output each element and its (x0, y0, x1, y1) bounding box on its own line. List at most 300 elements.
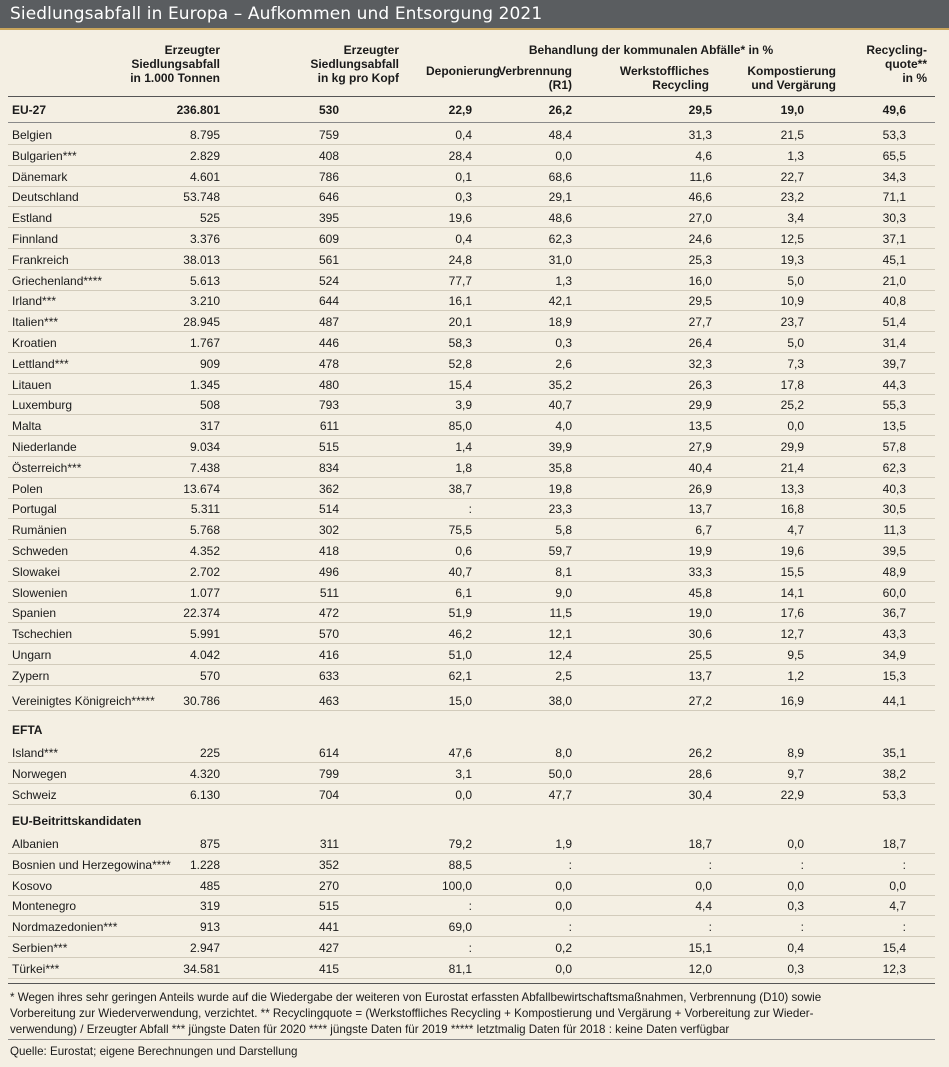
row-country: Ungarn (12, 648, 52, 662)
row-value: 17,6 (780, 606, 804, 620)
table-row (0, 458, 949, 478)
row-value: 511 (319, 586, 339, 600)
row-value: 446 (318, 336, 339, 350)
row-value: 799 (318, 767, 339, 781)
row-value: 31,0 (548, 253, 572, 267)
table-row-total (0, 100, 949, 120)
row-value: 40,8 (882, 294, 906, 308)
row-value: 19,3 (780, 253, 804, 267)
row-value: 4.042 (189, 648, 220, 662)
row-value: 319 (199, 899, 220, 913)
row-value: 30.786 (183, 694, 220, 708)
title-bar (0, 0, 949, 30)
row-value: 35,1 (882, 746, 906, 760)
row-value: 12,7 (780, 627, 804, 641)
row-value: 0,4 (455, 232, 472, 246)
row-value: 15,0 (448, 694, 472, 708)
header-recycling-rate: Recycling- quote** in % (866, 43, 927, 85)
row-value: 21,0 (882, 274, 906, 288)
row-value: 30,3 (882, 211, 906, 225)
table-row (0, 208, 949, 228)
row-value: 81,1 (448, 962, 472, 976)
row-value: 25,2 (780, 398, 804, 412)
row-country: Nordmazedonien*** (12, 920, 118, 934)
table-row (0, 764, 949, 784)
header-generated-tonnes: Erzeugter Siedlungsabfall in 1.000 Tonnen (130, 43, 220, 85)
row-value: 418 (318, 544, 339, 558)
row-value: 88,5 (448, 858, 472, 872)
row-value: 16,1 (448, 294, 472, 308)
page-title: Siedlungsabfall in Europa – Aufkommen und Entsorgung 2021 (10, 4, 543, 24)
table-row (0, 499, 949, 519)
row-value: 23,2 (780, 190, 804, 204)
row-value: 40,4 (688, 461, 712, 475)
row-value: 18,9 (548, 315, 572, 329)
row-value: 2.829 (189, 149, 220, 163)
row-value: 463 (318, 694, 339, 708)
group-header: Behandlung der kommunalen Abfälle* in % (528, 43, 774, 57)
table-row (0, 375, 949, 395)
table-row (0, 785, 949, 805)
row-country: Finnland (12, 232, 59, 246)
row-value: 69,0 (448, 920, 472, 934)
row-value: 53.748 (183, 190, 220, 204)
row-value: 0,0 (695, 879, 712, 893)
row-value: 225 (199, 746, 220, 760)
row-value: 1.767 (189, 336, 220, 350)
row-value: 3.376 (189, 232, 220, 246)
row-value: 302 (318, 523, 339, 537)
row-value: 15,1 (688, 941, 712, 955)
row-country: Serbien*** (12, 941, 68, 955)
header-composting: Kompostierung und Vergärung (747, 64, 836, 92)
row-value: 0,0 (555, 962, 572, 976)
row-value: 0,1 (455, 170, 472, 184)
row-value: 29,5 (688, 103, 712, 117)
row-country: Polen (12, 482, 43, 496)
source-note: Quelle: Eurostat; eigene Berechnungen und Darstellung (10, 1045, 298, 1058)
row-value: 8,9 (787, 746, 804, 760)
row-value: 34,9 (882, 648, 906, 662)
row-value: 9,0 (555, 586, 572, 600)
row-value: 39,7 (882, 357, 906, 371)
row-country: Kosovo (12, 879, 53, 893)
row-country: Griechenland**** (12, 274, 103, 288)
source-divider (8, 1039, 935, 1040)
table-row (0, 250, 949, 270)
row-value: 53,3 (882, 128, 906, 142)
table-row (0, 896, 949, 916)
row-value: 5,0 (787, 336, 804, 350)
row-value: 27,7 (688, 315, 712, 329)
row-value: 5.613 (189, 274, 220, 288)
table-row (0, 125, 949, 145)
row-value: 570 (199, 669, 220, 683)
row-value: 26,2 (548, 103, 572, 117)
table-row (0, 691, 949, 711)
row-value: 496 (318, 565, 339, 579)
row-value: 0,6 (455, 544, 472, 558)
row-value: 3,4 (787, 211, 804, 225)
row-value: 30,5 (882, 502, 906, 516)
row-value: : (708, 920, 712, 934)
row-value: 68,6 (548, 170, 572, 184)
table-bottom-divider (8, 983, 935, 984)
row-value: 44,3 (882, 378, 906, 392)
table-row (0, 938, 949, 958)
row-value: 16,8 (780, 502, 804, 516)
row-value: : (568, 920, 572, 934)
row-value: 26,4 (688, 336, 712, 350)
table-row (0, 666, 949, 686)
table-row (0, 917, 949, 937)
row-value: 30,4 (688, 788, 712, 802)
row-value: : (800, 920, 804, 934)
row-value: 478 (318, 357, 339, 371)
row-value: 317 (199, 419, 220, 433)
row-value: 0,0 (787, 879, 804, 893)
row-value: 27,9 (688, 440, 712, 454)
row-value: 270 (318, 879, 339, 893)
row-country: Dänemark (12, 170, 68, 184)
row-country: Zypern (12, 669, 50, 683)
row-value: 5.311 (190, 502, 220, 516)
row-value: 17,8 (780, 378, 804, 392)
row-value: 44,1 (882, 694, 906, 708)
row-value: 29,9 (780, 440, 804, 454)
row-country: Belgien (12, 128, 53, 142)
row-value: 13,7 (688, 669, 712, 683)
row-value: 408 (318, 149, 339, 163)
row-country: Albanien (12, 837, 59, 851)
row-value: 4.601 (189, 170, 220, 184)
row-country: Slowenien (12, 586, 68, 600)
row-value: 22,9 (780, 788, 804, 802)
row-value: 13,7 (688, 502, 712, 516)
row-value: 19,6 (448, 211, 472, 225)
row-value: 1,3 (787, 149, 804, 163)
table-row (0, 834, 949, 854)
row-value: 48,6 (548, 211, 572, 225)
header-incineration: Verbrennung (R1) (497, 64, 572, 92)
row-country: Slowakei (12, 565, 61, 579)
row-value: 35,2 (548, 378, 572, 392)
footnotes (10, 990, 925, 1038)
row-value: 4,4 (695, 899, 712, 913)
row-value: 9,7 (787, 767, 804, 781)
row-value: 0,0 (455, 788, 472, 802)
row-country: Estland (12, 211, 53, 225)
row-value: 34.581 (183, 962, 220, 976)
row-value: 7.438 (189, 461, 220, 475)
row-value: 352 (318, 858, 339, 872)
row-value: 29,9 (688, 398, 712, 412)
row-value: 441 (318, 920, 339, 934)
row-country: Tschechien (12, 627, 73, 641)
row-value: 10,9 (780, 294, 804, 308)
row-value: 15,5 (780, 565, 804, 579)
row-value: 43,3 (882, 627, 906, 641)
row-value: 85,0 (448, 419, 472, 433)
row-value: 4.352 (189, 544, 220, 558)
row-value: 0,4 (455, 128, 472, 142)
row-value: 31,3 (688, 128, 712, 142)
row-country: Irland*** (12, 294, 57, 308)
row-value: 1.345 (189, 378, 220, 392)
table-row (0, 624, 949, 644)
table-row (0, 354, 949, 374)
row-value: 25,5 (688, 648, 712, 662)
row-value: 759 (318, 128, 339, 142)
row-value: 9,5 (787, 648, 804, 662)
table-row (0, 520, 949, 540)
row-value: 11,5 (549, 606, 572, 620)
row-value: : (902, 858, 906, 872)
row-value: 14,1 (780, 586, 804, 600)
table-row (0, 395, 949, 415)
row-value: 31,4 (882, 336, 906, 350)
row-value: 3.210 (189, 294, 220, 308)
row-value: 875 (199, 837, 220, 851)
row-value: 13.674 (183, 482, 220, 496)
table-row (0, 479, 949, 499)
row-value: : (468, 502, 472, 516)
row-value: 19,8 (548, 482, 572, 496)
row-value: 2.702 (189, 565, 220, 579)
row-value: 19,9 (688, 544, 712, 558)
row-value: 21,4 (780, 461, 804, 475)
row-value: 4.320 (189, 767, 220, 781)
row-value: 47,7 (548, 788, 572, 802)
row-value: 644 (318, 294, 339, 308)
table-row (0, 603, 949, 623)
row-value: 36,7 (882, 606, 906, 620)
row-value: 40,3 (882, 482, 906, 496)
row-value: 45,8 (688, 586, 712, 600)
row-value: 60,0 (882, 586, 906, 600)
row-value: 2,6 (555, 357, 572, 371)
row-value: 0,0 (555, 149, 572, 163)
row-value: 0,2 (555, 941, 572, 955)
row-value: 62,3 (882, 461, 906, 475)
row-country: Malta (12, 419, 42, 433)
row-value: 15,3 (882, 669, 906, 683)
footnote-line: verwendung) / Erzeugter Abfall *** jüngste Daten für 2020 **** jüngste Daten für 2019 ***** letztmalig Daten für 2018 : keine Daten verfügbar (10, 1023, 730, 1036)
table-row (0, 645, 949, 665)
row-value: 22,9 (448, 103, 472, 117)
row-value: 26,2 (688, 746, 712, 760)
row-value: 15,4 (882, 941, 906, 955)
row-value: 1,2 (787, 669, 804, 683)
row-value: 1,4 (455, 440, 472, 454)
row-value: 51,0 (448, 648, 472, 662)
row-value: 29,5 (688, 294, 712, 308)
row-value: 42,1 (548, 294, 572, 308)
row-value: 28,4 (448, 149, 472, 163)
row-value: 0,3 (787, 899, 804, 913)
row-value: 514 (318, 502, 339, 516)
row-value: 524 (318, 274, 339, 288)
row-value: 25,3 (688, 253, 712, 267)
section-efta: EFTA (12, 723, 43, 737)
table-row (0, 876, 949, 896)
row-value: 27,0 (688, 211, 712, 225)
row-value: 416 (318, 648, 339, 662)
row-country: Schweden (12, 544, 69, 558)
row-value: 79,2 (448, 837, 472, 851)
row-value: 5,0 (787, 274, 804, 288)
row-value: 4,6 (695, 149, 712, 163)
row-value: 0,0 (555, 879, 572, 893)
row-value: 704 (318, 788, 339, 802)
row-value: 525 (199, 211, 220, 225)
table-row (0, 743, 949, 763)
row-country: Montenegro (12, 899, 77, 913)
row-value: 12,4 (548, 648, 572, 662)
table-row (0, 562, 949, 582)
row-country: Lettland*** (12, 357, 69, 371)
row-country: Italien*** (12, 315, 59, 329)
row-value: 614 (318, 746, 339, 760)
row-value: 46,2 (448, 627, 472, 641)
row-country: Österreich*** (12, 461, 82, 475)
row-value: 485 (199, 879, 220, 893)
row-value: 39,9 (548, 440, 572, 454)
table-row (0, 855, 949, 875)
row-value: 51,4 (882, 315, 906, 329)
row-value: 3,9 (455, 398, 472, 412)
eu-divider (8, 122, 935, 123)
row-value: 0,0 (787, 837, 804, 851)
table-row (0, 416, 949, 436)
row-value: 15,4 (448, 378, 472, 392)
row-value: 0,0 (555, 899, 572, 913)
row-value: 561 (318, 253, 339, 267)
row-value: 415 (318, 962, 339, 976)
row-value: 38,7 (448, 482, 472, 496)
row-value: 22.374 (183, 606, 220, 620)
table-row (0, 959, 949, 979)
row-value: 786 (318, 170, 339, 184)
row-value: 27,2 (688, 694, 712, 708)
row-value: 57,8 (882, 440, 906, 454)
row-value: 5.768 (189, 523, 220, 537)
row-value: 77,7 (448, 274, 472, 288)
row-value: 1,3 (555, 274, 572, 288)
row-value: 13,5 (688, 419, 712, 433)
row-country: EU-27 (12, 103, 47, 117)
row-country: Niederlande (12, 440, 77, 454)
row-value: 26,9 (688, 482, 712, 496)
row-value: 19,6 (780, 544, 804, 558)
row-value: 38,2 (882, 767, 906, 781)
row-value: 395 (318, 211, 339, 225)
row-value: 65,5 (882, 149, 906, 163)
row-country: Rumänien (12, 523, 67, 537)
row-value: 49,6 (882, 103, 906, 117)
row-value: 4,0 (555, 419, 572, 433)
row-value: 16,9 (780, 694, 804, 708)
row-value: 362 (318, 482, 339, 496)
row-value: 515 (318, 440, 339, 454)
row-value: 19,0 (688, 606, 712, 620)
row-value: : (468, 941, 472, 955)
row-value: 4,7 (889, 899, 906, 913)
row-value: 2,5 (555, 669, 572, 683)
row-value: 611 (319, 419, 339, 433)
row-value: 427 (318, 941, 339, 955)
row-value: 46,6 (688, 190, 712, 204)
header-material-recycling: Werkstoffliches Recycling (619, 64, 709, 92)
row-value: : (800, 858, 804, 872)
row-value: 0,0 (889, 879, 906, 893)
row-value: 71,1 (882, 190, 906, 204)
row-value: : (708, 858, 712, 872)
row-country: Türkei*** (12, 962, 60, 976)
table-row (0, 583, 949, 603)
footnote-line: Vorbereitung zur Wiederverwendung, verzichtet. ** Recyclingquote = (Werkstoffliches Recycling + Kompostierung und Vergärung + Vorbereitung zur Wieder- (10, 1007, 814, 1020)
row-value: 58,3 (448, 336, 472, 350)
row-country: Schweiz (12, 788, 57, 802)
row-value: 9.034 (189, 440, 220, 454)
row-value: 18,7 (688, 837, 712, 851)
row-value: 472 (318, 606, 339, 620)
row-value: 28.945 (183, 315, 220, 329)
row-value: 480 (318, 378, 339, 392)
row-value: 59,7 (548, 544, 572, 558)
row-value: 11,3 (883, 523, 906, 537)
row-value: 48,4 (548, 128, 572, 142)
row-value: 48,9 (882, 565, 906, 579)
row-value: 4,7 (787, 523, 804, 537)
row-value: 55,3 (882, 398, 906, 412)
table-row (0, 291, 949, 311)
table-row (0, 167, 949, 187)
row-country: Portugal (12, 502, 57, 516)
row-value: 1,9 (555, 837, 572, 851)
row-country: Norwegen (12, 767, 67, 781)
row-value: 12,1 (548, 627, 572, 641)
row-value: : (902, 920, 906, 934)
row-value: 30,6 (688, 627, 712, 641)
row-country: Spanien (12, 606, 57, 620)
row-value: 38.013 (183, 253, 220, 267)
row-value: 2.947 (189, 941, 220, 955)
row-value: 38,0 (548, 694, 572, 708)
row-value: 16,0 (688, 274, 712, 288)
row-value: 23,7 (780, 315, 804, 329)
row-value: 7,3 (787, 357, 804, 371)
row-value: 13,3 (780, 482, 804, 496)
table-row (0, 437, 949, 457)
row-value: 311 (319, 837, 339, 851)
row-value: : (468, 899, 472, 913)
row-value: 53,3 (882, 788, 906, 802)
row-value: 8.795 (189, 128, 220, 142)
row-value: 1.228 (189, 858, 220, 872)
header-generated-per-capita: Erzeugter Siedlungsabfall in kg pro Kopf (310, 43, 399, 85)
row-value: 609 (318, 232, 339, 246)
row-country: Luxemburg (12, 398, 73, 412)
row-value: 236.801 (176, 103, 220, 117)
footnote-line: * Wegen ihres sehr geringen Anteils wurde auf die Wiedergabe der weiteren von Eurostat erfassten Abfallbewirtschaftsmaßnahmen, Verbrennung (D10) sowie (10, 991, 822, 1004)
row-value: 62,1 (448, 669, 472, 683)
row-value: 8,0 (555, 746, 572, 760)
row-value: 40,7 (448, 565, 472, 579)
row-value: 40,7 (548, 398, 572, 412)
row-value: 39,5 (882, 544, 906, 558)
section-candidates: EU-Beitrittskandidaten (12, 814, 142, 828)
